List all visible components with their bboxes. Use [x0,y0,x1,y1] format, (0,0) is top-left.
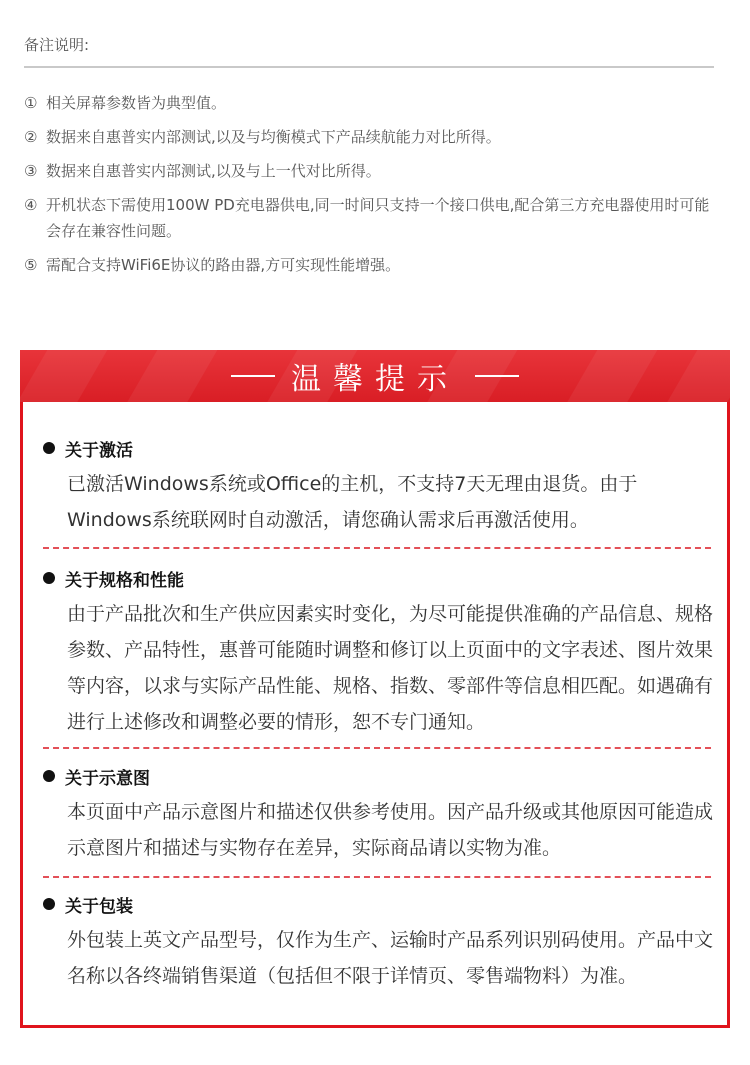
note-item [24,252,714,278]
note-number: ③ [24,162,38,180]
tips-section [43,890,713,994]
tips-box [20,350,730,1028]
tips-banner [20,350,730,402]
note-item [24,90,714,116]
tips-section [43,564,713,740]
note-text: 数据来自惠普实内部测试,以及与上一代对比所得。 [46,162,381,180]
note-item [24,158,714,184]
note-text: 开机状态下需使用100W PD充电器供电,同一时间只支持一个接口供电,配合第三方充电器使用时可能会存在兼容性问题。 [46,196,710,240]
bullet-icon [43,898,55,910]
section-heading: 关于规格和性能 [65,570,184,591]
note-text: 相关屏幕参数皆为典型值。 [46,94,227,112]
note-text: 数据来自惠普实内部测试,以及与均衡模式下产品续航能力对比所得。 [46,128,501,146]
bullet-icon [43,442,55,454]
tips-title-wrap [20,350,730,402]
section-text: 外包装上英文产品型号，仅作为生产、运输时产品系列识别码使用。产品中文名称以各终端销售渠道（包括但不限于详情页、零售端物料）为准。 [67,929,714,987]
note-number: ① [24,94,38,112]
tips-section [43,762,713,866]
section-divider [43,876,711,878]
section-heading: 关于激活 [65,440,133,461]
tips-section [43,434,713,538]
notes-title: 备注说明: [24,36,90,54]
note-number: ⑤ [24,256,38,274]
bullet-icon [43,572,55,584]
section-heading: 关于示意图 [65,768,150,789]
note-item [24,124,714,150]
note-number: ② [24,128,38,146]
note-text: 需配合支持WiFi6E协议的路由器,方可实现性能增强。 [46,256,401,274]
section-divider [43,547,711,549]
note-number: ④ [24,196,38,214]
bullet-icon [43,770,55,782]
tips-title: 温馨提示 [291,362,459,397]
section-divider [43,747,711,749]
notes-divider [24,66,714,68]
section-text: 本页面中产品示意图片和描述仅供参考使用。因产品升级或其他原因可能造成示意图片和描述与实物存在差异，实际商品请以实物为准。 [67,801,714,859]
section-text: 已激活Windows系统或Office的主机，不支持7天无理由退货。由于Windows系统联网时自动激活，请您确认需求后再激活使用。 [67,473,638,531]
notes-list [24,90,714,286]
title-dash-right [475,375,519,377]
section-heading: 关于包装 [65,896,133,917]
tips-body [20,402,730,1028]
section-text: 由于产品批次和生产供应因素实时变化，为尽可能提供准确的产品信息、规格参数、产品特性，惠普可能随时调整和修订以上页面中的文字表述、图片效果等内容，以求与实际产品性能、规格、指数、零部件等信息相匹配。如遇确有进行上述修改和调整必要的情形，恕不专门通知。 [67,603,714,733]
title-dash-left [231,375,275,377]
note-item [24,192,714,244]
